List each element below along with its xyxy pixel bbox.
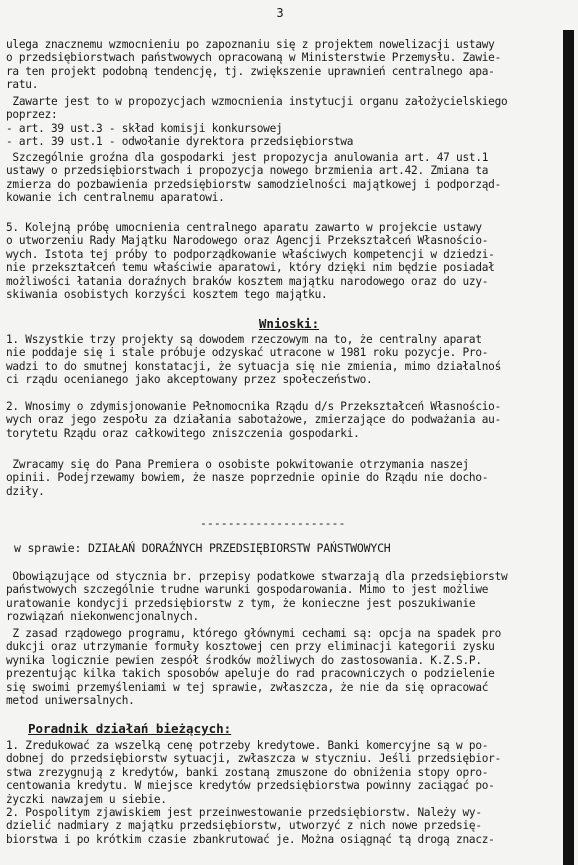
paragraph-intro xyxy=(6,38,558,92)
text-line: metod uniwersalnych. xyxy=(6,693,135,707)
text-line: ra ten projekt podobną tendencję, tj. zwiększenie uprawnień centralnego apa- xyxy=(6,64,495,78)
text-line: nie przekształceń temu właściwie aparatowi, który dzięki nim będzie posiadał xyxy=(6,261,495,275)
text-line: 2. Wnosimy o zdymisjonowanie Pełnomocnika Rządu d/s Przekształceń Własnościo- xyxy=(6,400,502,413)
text-line: ci rządu ocenianego jako akceptowany przez społeczeństwo. xyxy=(6,373,373,387)
text-line: - art. 39 ust.3 - skład komisji konkursowej xyxy=(6,121,283,135)
text-line: wych oraz jego zespołu za działania sabotażowe, zmierzające do podważania au- xyxy=(6,413,502,427)
text-line: o utworzeniu Rady Majątku Narodowego oraz Agencji Przekształceń Własnościo- xyxy=(6,234,489,248)
text-line: państwowych szczególnie trudne warunki gospodarowania. Mimo to jest możliwe xyxy=(6,583,489,597)
text-line: kowanie ich centralnemu aparatowi. xyxy=(6,191,225,205)
text-line: możliwości łatania doraźnych braków kosztem majątku narodowego oraz do uzy- xyxy=(6,274,489,288)
text-line: zmierza do pozbawienia przedsiębiorstw samodzielności majątkowej i podporząd- xyxy=(6,177,502,191)
paragraph-point-5 xyxy=(6,221,558,301)
paragraph-tax-rules xyxy=(6,570,558,624)
text-line: poprzez: xyxy=(6,108,58,122)
text-line: centowania kredytu. W miejsce kredytów przedsiębiorstwa powinny zaciągać po- xyxy=(6,779,495,793)
heading-w-sprawie: w sprawie: DZIAŁAŃ DORAŹNYCH PRZEDSIĘBIORSTW PAŃSTWOWYCH xyxy=(14,541,391,555)
text-line: Obowiązujące od stycznia br. przepisy podatkowe stwarzają dla przedsiębiorstw xyxy=(6,570,508,583)
text-line: ulega znacznemu wzmocnieniu po zapoznaniu się z projektem nowelizacji ustawy xyxy=(6,38,495,51)
text-line: życzki nawzajem u siebie. xyxy=(6,792,167,806)
text-line: się swoimi przemyśleniami w tej sprawie, zwłaszcza, że nie da się opracować xyxy=(6,680,489,694)
paragraph-premier-request xyxy=(6,458,558,498)
text-line: biorstwa i po krótkim czasie zbankrutować je. Można osiągnąć tą drogą znacz- xyxy=(6,832,495,846)
paragraph-conclusion-2 xyxy=(6,400,558,440)
paragraph-organ-zalozycielski xyxy=(6,95,558,149)
text-line: dobnej do przedsiębiorstw sytuacji, zwłaszcza w styczniu. Jeśli przedsiębior- xyxy=(6,752,502,766)
paragraph-conclusion-1 xyxy=(6,333,558,387)
text-line: ustawy o przedsiębiorstwach i propozycja nowego brzmienia art.42. Zmiana ta xyxy=(6,164,489,178)
text-line: dzielić nadmiary z majątku przedsiębiorstw, utworzyć z nich nowe przedsię- xyxy=(6,819,482,833)
text-line: prezentując kilka takich sposobów apeluje do rad pracowniczych o podzielenie xyxy=(6,667,495,681)
heading-poradnik: Poradnik działań bieżących: xyxy=(28,721,232,736)
text-line: stwa zrezygnują z kredytów, banki zostaną zmuszone do obniżenia stopy opro- xyxy=(6,765,489,779)
section-separator: --------------------- xyxy=(200,516,346,530)
page-number: 3 xyxy=(276,6,284,20)
text-line: 5. Kolejną próbę umocnienia centralnego aparatu zawarto w projekcie ustawy xyxy=(6,221,482,234)
text-line: Szczególnie groźna dla gospodarki jest propozycja anulowania art. 47 ust.1 xyxy=(6,151,489,164)
paragraph-art-47 xyxy=(6,151,558,205)
text-line: Z zasad rządowego programu, którego głównymi cechami są: opcja na spadek pro xyxy=(6,627,502,640)
scan-edge-shadow xyxy=(563,30,574,865)
text-line: wych. Istota tej próby to podporządkowanie właściwych kompetencji w dziedzi- xyxy=(6,247,495,261)
text-line: 2. Pospolitym zjawiskiem jest przeinwestowanie przedsiębiorstw. Należy wy- xyxy=(6,806,482,819)
text-line: skiwania osobistych korzyści kosztem tego majątku. xyxy=(6,287,328,301)
text-line: - art. 39 ust.1 - odwołanie dyrektora przedsiębiorstwa xyxy=(6,135,354,149)
text-line: ratu. xyxy=(6,78,39,92)
text-line: torytetu Rządu oraz całkowitego zniszczenia gospodarki. xyxy=(6,426,360,440)
paragraph-advice-2 xyxy=(6,806,558,846)
text-line: wadzi to do smutnej konstatacji, że sytuacja się nie zmienia, mimo działalnoś xyxy=(6,359,502,373)
paragraph-advice-1 xyxy=(6,739,558,806)
text-line: rozwiązań niekonwencjonalnych. xyxy=(6,610,199,624)
paragraph-program-rules xyxy=(6,627,558,707)
text-line: 1. Zredukować za wszelką cenę potrzeby kredytowe. Banki komercyjne są w po- xyxy=(6,739,489,752)
text-line: Zawarte jest to w propozycjach wzmocnienia instytucji organu założycielskiego xyxy=(6,95,508,108)
text-line: uratowanie kondycji przedsiębiorstw z tym, że konieczne jest poszukiwanie xyxy=(6,596,476,610)
heading-wnioski: Wnioski: xyxy=(258,316,320,331)
text-line: nie poddaje się i stale próbuje odzyskać utracone w 1981 roku pozycje. Pro- xyxy=(6,346,489,360)
text-line: opinii. Podejrzewamy bowiem, że nasze poprzednie opinie do Rządu nie docho- xyxy=(6,471,489,485)
text-line: 1. Wszystkie trzy projekty są dowodem rzeczowym na to, że centralny aparat xyxy=(6,333,482,346)
text-line: o przedsiębiorstwach państwowych opracowaną w Ministerstwie Przemysłu. Zawie- xyxy=(6,51,502,65)
text-line: dukcji oraz utrzymanie formuły kosztowej cen przy eliminacji kategorii zysku xyxy=(6,640,495,654)
text-line: wynika logicznie pewien zespół środków możliwych do zastosowania. K.Z.S.P. xyxy=(6,653,482,667)
text-line: dziły. xyxy=(6,484,45,498)
text-line: Zwracamy się do Pana Premiera o osobiste pokwitowanie otrzymania naszej xyxy=(6,458,469,471)
